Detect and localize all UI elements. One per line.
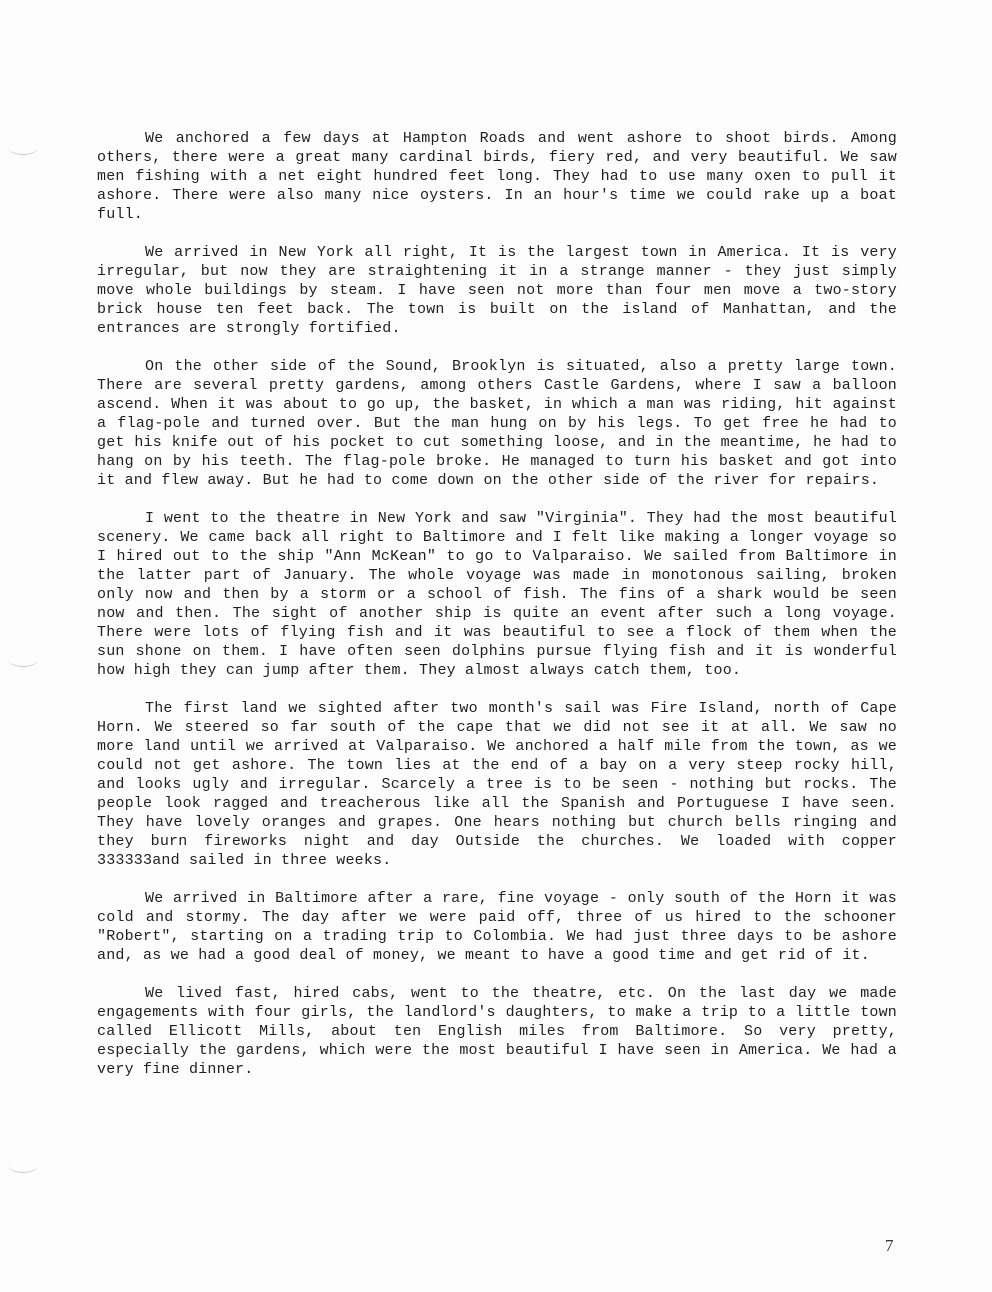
page-number: 7 [885, 1236, 894, 1255]
paragraph: The first land we sighted after two month's sail was Fire Island, north of Cape Horn. We steered so far south of the cape that we did not see it at all. We saw no more land until we arrived at Valparaiso. We anchored a half mile from the town, as we could not get ashore. The town lies at the end of a bay on a very steep rocky hill, and looks ugly and irregular. Scarcely a tree is to be seen - nothing but rocks. The people look ragged and treacherous like all the Spanish and Portuguese I have seen. They have lovely oranges and grapes. One hears nothing but church bells ringing and they burn fireworks night and day Outside the churches. We loaded with copper 333333and sailed in three weeks. [97, 700, 897, 869]
binder-hole-mark [8, 140, 38, 155]
binder-hole-mark [8, 652, 38, 667]
paragraph: I went to the theatre in New York and saw "Virginia". They had the most beautiful scenery. We came back all right to Baltimore and I felt like making a longer voyage so I hired out to the ship "Ann McKean" to go to Valparaiso. We sailed from Baltimore in the latter part of January. The whole voyage was made in monotonous sailing, broken only now and then by a storm or a school of fish. The fins of a shark would be seen now and then. The sight of another ship is quite an event after such a long voyage. There were lots of flying fish and it was beautiful to see a flock of them when the sun shone on them. I have often seen dolphins pursue flying fish and it is wonderful how high they can jump after them. They almost always catch them, too. [97, 510, 897, 679]
paragraph: On the other side of the Sound, Brooklyn is situated, also a pretty large town. There are several pretty gardens, among others Castle Gardens, where I saw a balloon ascend. When it was about to go up, the basket, in which a man was riding, hit against a flag-pole and turned over. But the man hung on by his legs. To get free he had to get his knife out of his pocket to cut something loose, and in the meantime, he had to hang on by his teeth. The flag-pole broke. He managed to turn his basket and got into it and flew away. But he had to come down on the other side of the river for repairs. [97, 358, 897, 489]
paragraph: We anchored a few days at Hampton Roads and went ashore to shoot birds. Among others, there were a great many cardinal birds, fiery red, and very beautiful. We saw men fishing with a net eight hundred feet long. They had to use many oxen to pull it ashore. There were also many nice oysters. In an hour's time we could rake up a boat full. [97, 130, 897, 223]
body-text [97, 129, 897, 1098]
binder-hole-mark [8, 1158, 38, 1173]
paragraph: We arrived in Baltimore after a rare, fine voyage - only south of the Horn it was cold and stormy. The day after we were paid off, three of us hired to the schooner "Robert", starting on a trading trip to Colombia. We had just three days to be ashore and, as we had a good deal of money, we meant to have a good time and get rid of it. [97, 890, 897, 964]
paragraph: We arrived in New York all right, It is the largest town in America. It is very irregular, but now they are straightening it in a strange manner - they just simply move whole buildings by steam. I have seen not more than four men move a two-story brick house ten feet back. The town is built on the island of Manhattan, and the entrances are strongly fortified. [97, 244, 897, 337]
paragraph: We lived fast, hired cabs, went to the theatre, etc. On the last day we made engagements with four girls, the landlord's daughters, to make a trip to a little town called Ellicott Mills, about ten English miles from Baltimore. So very pretty, especially the gardens, which were the most beautiful I have seen in America. We had a very fine dinner. [97, 985, 897, 1078]
